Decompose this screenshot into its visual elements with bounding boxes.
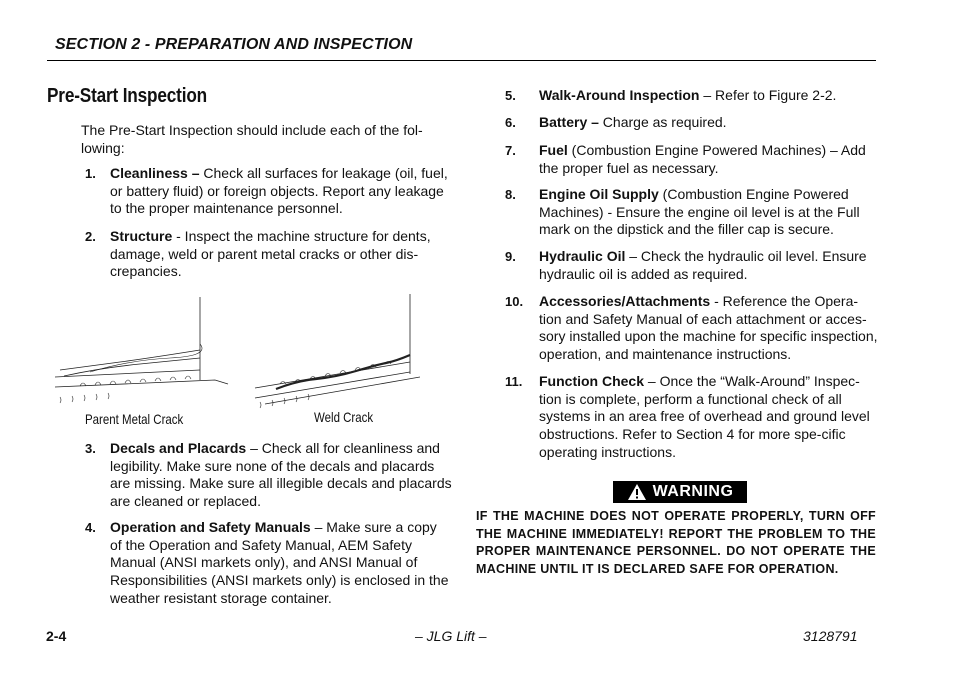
item-label: Engine Oil Supply [539, 186, 659, 202]
item-number: 7. [505, 143, 516, 158]
item-label: Decals and Placards [110, 440, 247, 456]
item-label: Hydraulic Oil [539, 248, 626, 264]
item-text: – Refer to Figure 2-2. [699, 87, 837, 103]
figure-label-weld-crack: Weld Crack [314, 409, 374, 425]
item-number: 3. [85, 441, 96, 456]
item-label: Function Check [539, 373, 645, 389]
item-label: Operation and Safety Manuals [110, 519, 311, 535]
section-header: SECTION 2 - PREPARATION AND INSPECTION [55, 36, 413, 53]
item-body [110, 228, 452, 281]
item-label: Structure [110, 228, 173, 244]
item-number: 6. [505, 115, 516, 130]
item-number: 5. [505, 88, 516, 103]
item-text: Charge as required. [598, 114, 727, 130]
item-body [539, 248, 879, 283]
header-divider [47, 60, 876, 61]
item-text: – Check the hydraulic oil level. Ensure hydraulic oil is added as required. [539, 248, 867, 282]
item-number: 10. [505, 294, 524, 309]
item-label: Accessories/Attachments [539, 293, 711, 309]
item-body [110, 519, 452, 608]
item-body [539, 373, 879, 462]
item-label: Walk-Around Inspection [539, 87, 700, 103]
item-body [110, 440, 452, 511]
item-text: Check all surfaces for leakage (oil, fuel, or battery fluid) or foreign objects. Report any leakage to the proper maintenance personnel. [110, 165, 448, 217]
item-text: – Once the “Walk-Around” Inspec-tion is complete, perform a functional check of all systems in an area free of overhead and ground level obstructions. Refer to Section 4 for more spe-cific operating instructions. [539, 373, 870, 460]
item-text: – Make sure a copy of the Operation and Safety Manual, AEM Safety Manual (ANSI markets only), and ANSI Manual of Responsibilities (ANSI markets only) is enclosed in the weather resistant storage container. [110, 519, 449, 606]
item-body [539, 186, 879, 239]
figure-label-parent-metal-crack: Parent Metal Crack [85, 411, 184, 427]
warning-text: IF THE MACHINE DOES NOT OPERATE PROPERLY, TURN OFF THE MACHINE IMMEDIATELY! REPORT THE PROBLEM TO THE PROPER MAINTENANCE PERSONNEL. DO NOT OPERATE THE MACHINE UNTIL IT IS DECLARED SAFE FOR OPERATION. [476, 509, 876, 576]
intro-paragraph: The Pre-Start Inspection should include each of the fol-lowing: [81, 122, 423, 156]
item-text: - Reference the Opera-tion and Safety Manual of each attachment or acces-sory installed upon the machine for specific inspection, operation, and maintenance instructions. [539, 293, 878, 363]
item-label: Battery – [539, 114, 599, 130]
footer-publisher: – JLG Lift – [415, 628, 487, 644]
item-body [539, 142, 879, 177]
item-number: 8. [505, 187, 516, 202]
item-number: 2. [85, 229, 96, 244]
item-label: Cleanliness – [110, 165, 200, 181]
item-number: 4. [85, 520, 96, 535]
item-text: (Combustion Engine Powered Machines) – Add the proper fuel as necessary. [539, 142, 866, 176]
item-body [539, 293, 879, 364]
page-number: 2-4 [46, 628, 67, 644]
item-body [539, 87, 879, 105]
item-body [539, 114, 879, 132]
item-text: (Combustion Engine Powered Machines) - Ensure the engine oil level is at the Full mark on the dipstick and the filler cap is secure. [539, 186, 860, 238]
warning-label: WARNING [652, 483, 734, 500]
document-number: 3128791 [803, 628, 858, 644]
item-number: 1. [85, 166, 96, 181]
item-text: - Inspect the machine structure for dents, damage, weld or parent metal cracks or other dis-crepancies. [110, 228, 431, 280]
item-number: 9. [505, 249, 516, 264]
item-number: 11. [505, 374, 523, 389]
item-label: Fuel [539, 142, 568, 158]
item-text: – Check all for cleanliness and legibility. Make sure none of the decals and placards are missing. Make sure all illegible decals and placards are cleaned or replaced. [110, 440, 452, 510]
page-title: Pre-Start Inspection [47, 85, 208, 107]
item-body [110, 165, 452, 218]
warning-triangle-icon [627, 483, 647, 501]
warning-banner [613, 481, 747, 503]
